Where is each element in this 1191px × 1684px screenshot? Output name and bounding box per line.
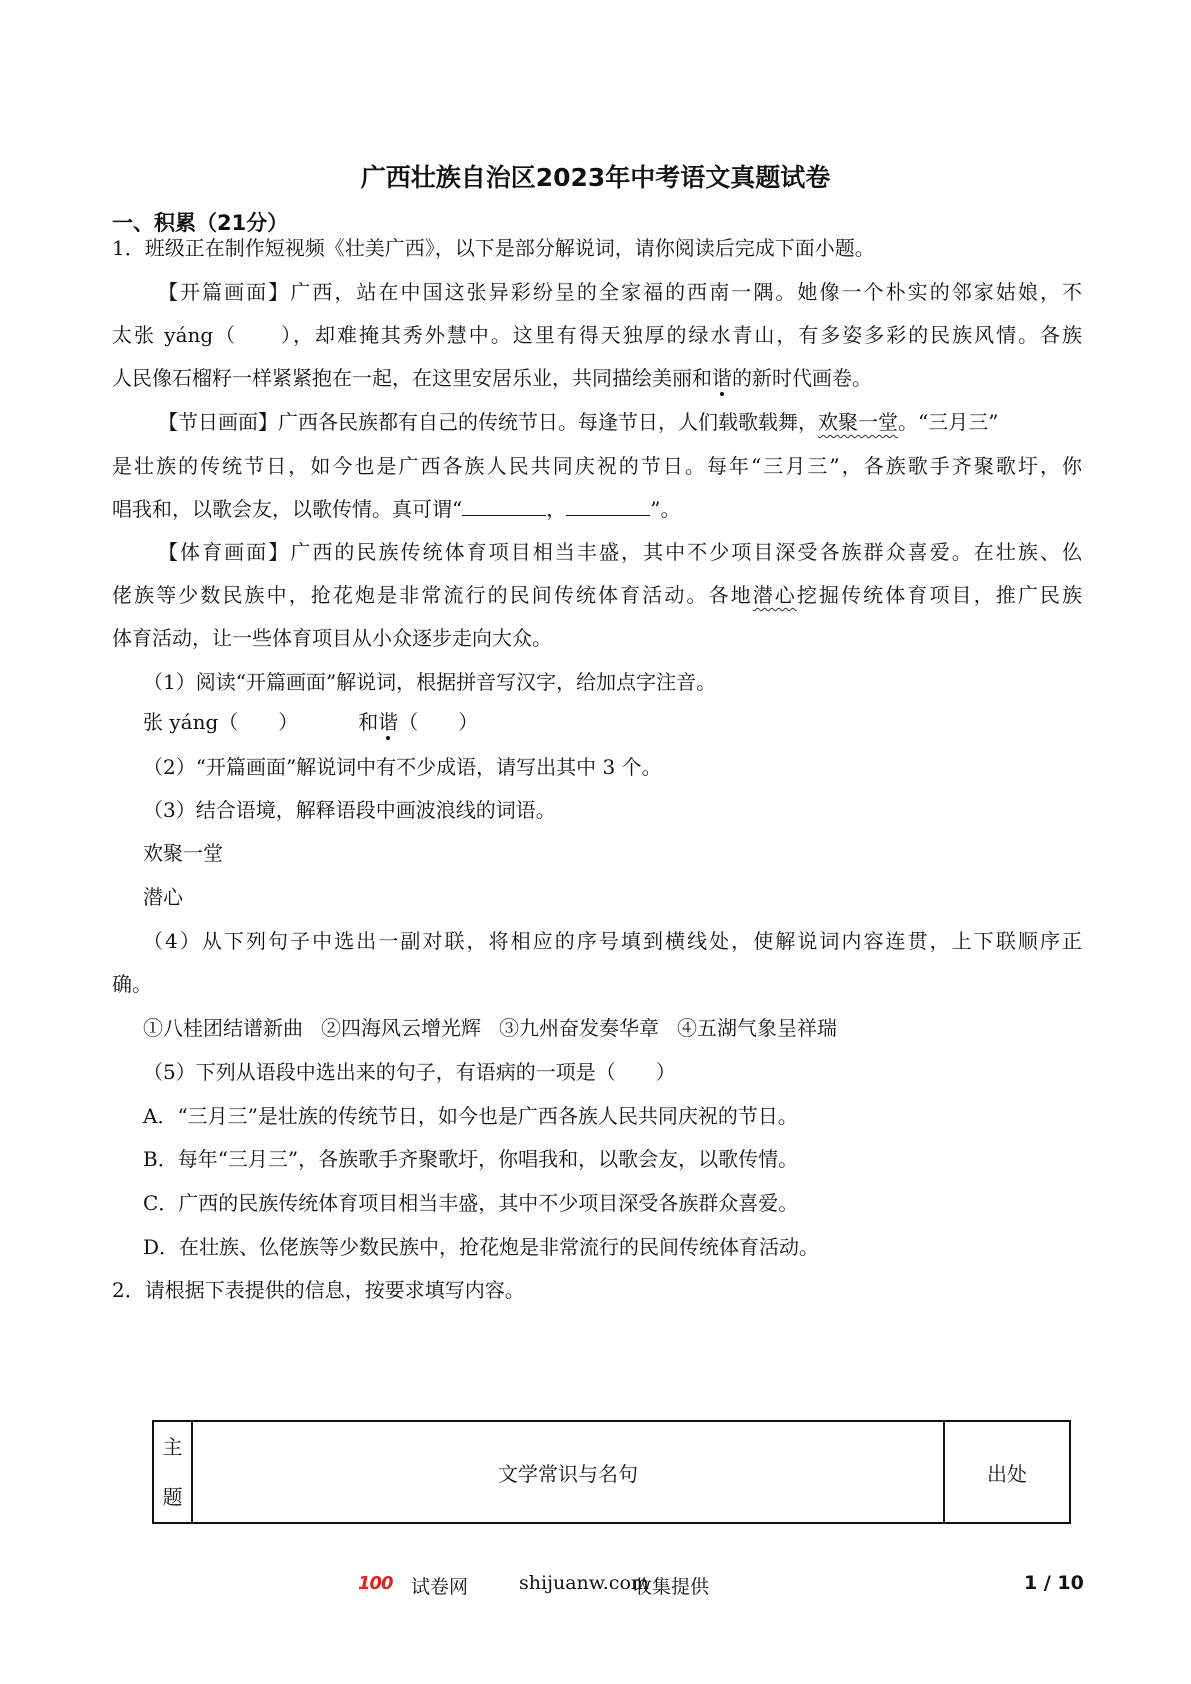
footer-provider: 收集提供: [633, 1576, 710, 1598]
subquestion-4-line-1: （4）从下列句子中选出一副对联，将相应的序号填到横线处，使解说词内容连贯，上下联顺序正: [143, 929, 1082, 953]
couplet-option: ①八桂团结谱新曲: [143, 1016, 303, 1040]
subquestion-1: （1）阅读“开篇画面”解说词，根据拼音写汉字，给加点字注音。: [143, 670, 717, 694]
choice-c: C．广西的民族传统体育项目相当丰盛，其中不少项目深受各族群众喜爱。: [143, 1191, 799, 1215]
footer-site-name: 试卷网: [411, 1576, 469, 1598]
couplet-option: ②四海风云增光辉: [321, 1016, 481, 1040]
subquestion-1-items: 张 yáng（ ） 和谐（ ）: [143, 710, 479, 734]
footer-domain: shijuanw.com: [519, 1572, 649, 1594]
choice-b: B．每年“三月三”，各族歌手齐聚歌圩，你唱我和，以歌会友，以歌传情。: [143, 1147, 799, 1171]
dotted-char: 谐: [712, 366, 732, 390]
section-heading: 一、积累（21分）: [112, 211, 289, 235]
passage-opening-line-3: 人民像石榴籽一样紧紧抱在一起，在这里安居乐业，共同描绘美丽和谐的新时代画卷。: [112, 366, 872, 390]
subquestion-4-line-2: 确。: [112, 972, 152, 996]
table-header-theme: 主 题: [153, 1421, 192, 1523]
question-2-stem: 2．请根据下表提供的信息，按要求填写内容。: [112, 1278, 525, 1302]
subquestion-3: （3）结合语境，解释语段中画波浪线的词语。: [143, 798, 556, 822]
couplet-option: ④五湖气象呈祥瑞: [677, 1016, 837, 1040]
question-1-stem: 1．班级正在制作短视频《壮美广西》，以下是部分解说词，请你阅读后完成下面小题。: [112, 236, 875, 260]
subquestion-3-word-1: 欢聚一堂: [143, 841, 223, 865]
wavy-underlined-word: 欢聚一堂: [818, 410, 898, 434]
page-title: 广西壮族自治区2023年中考语文真题试卷: [360, 163, 831, 192]
passage-sports-line-3: 体育活动，让一些体育项目从小众逐步走向大众。: [112, 626, 552, 650]
answer-blank[interactable]: [566, 495, 650, 516]
choice-a: A．“三月三”是壮族的传统节日，如今也是广西各族人民共同庆祝的节日。: [143, 1104, 798, 1128]
page-footer: [0, 1572, 1191, 1602]
table-row: [153, 1421, 1070, 1523]
passage-sports-line-2: 佬族等少数民族中，抢花炮是非常流行的民间传统体育活动。各地潜心挖掘传统体育项目，推广民族: [112, 583, 1083, 607]
site-logo: 100: [358, 1573, 393, 1594]
info-table: [152, 1420, 1071, 1524]
subquestion-2: （2）“开篇画面”解说词中有不少成语，请写出其中 3 个。: [143, 755, 662, 779]
subquestion-3-word-2: 潜心: [143, 885, 183, 909]
subquestion-5: （5）下列从语段中选出来的句子，有语病的一项是（ ）: [143, 1060, 676, 1084]
couplet-option: ③九州奋发奏华章: [499, 1016, 659, 1040]
page-number: 1 / 10: [1024, 1572, 1084, 1594]
choice-d: D．在壮族、仫佬族等少数民族中，抢花炮是非常流行的民间传统体育活动。: [143, 1235, 820, 1259]
wavy-underlined-word: 潜心: [752, 583, 797, 607]
passage-festival-line-1: 【节日画面】广西各民族都有自己的传统节日。每逢节日，人们载歌载舞，欢聚一堂。“三月三”: [158, 410, 999, 434]
passage-festival-line-2: 是壮族的传统节日，如今也是广西各族人民共同庆祝的节日。每年“三月三”，各族歌手齐聚歌圩，你: [112, 454, 1082, 478]
table-header-literature: 文学常识与名句: [192, 1421, 944, 1523]
passage-sports-line-1: 【体育画面】广西的民族传统体育项目相当丰盛，其中不少项目深受各族群众喜爱。在壮族、仫: [158, 540, 1082, 564]
passage-festival-line-3: 唱我和，以歌会友，以歌传情。真可谓“ ， ”。: [112, 497, 681, 521]
passage-opening-line-2: 太张 yáng（ ），却难掩其秀外慧中。这里有得天独厚的绿水青山，有多姿多彩的民族风情。各族: [112, 323, 1082, 347]
couplet-options: [143, 1013, 1082, 1043]
table-header-source: 出处: [944, 1421, 1070, 1523]
answer-blank[interactable]: [462, 495, 546, 516]
dotted-char: 谐: [378, 710, 399, 734]
passage-opening-line-1: 【开篇画面】广西，站在中国这张异彩纷呈的全家福的西南一隅。她像一个朴实的邻家姑娘，不: [158, 280, 1082, 304]
